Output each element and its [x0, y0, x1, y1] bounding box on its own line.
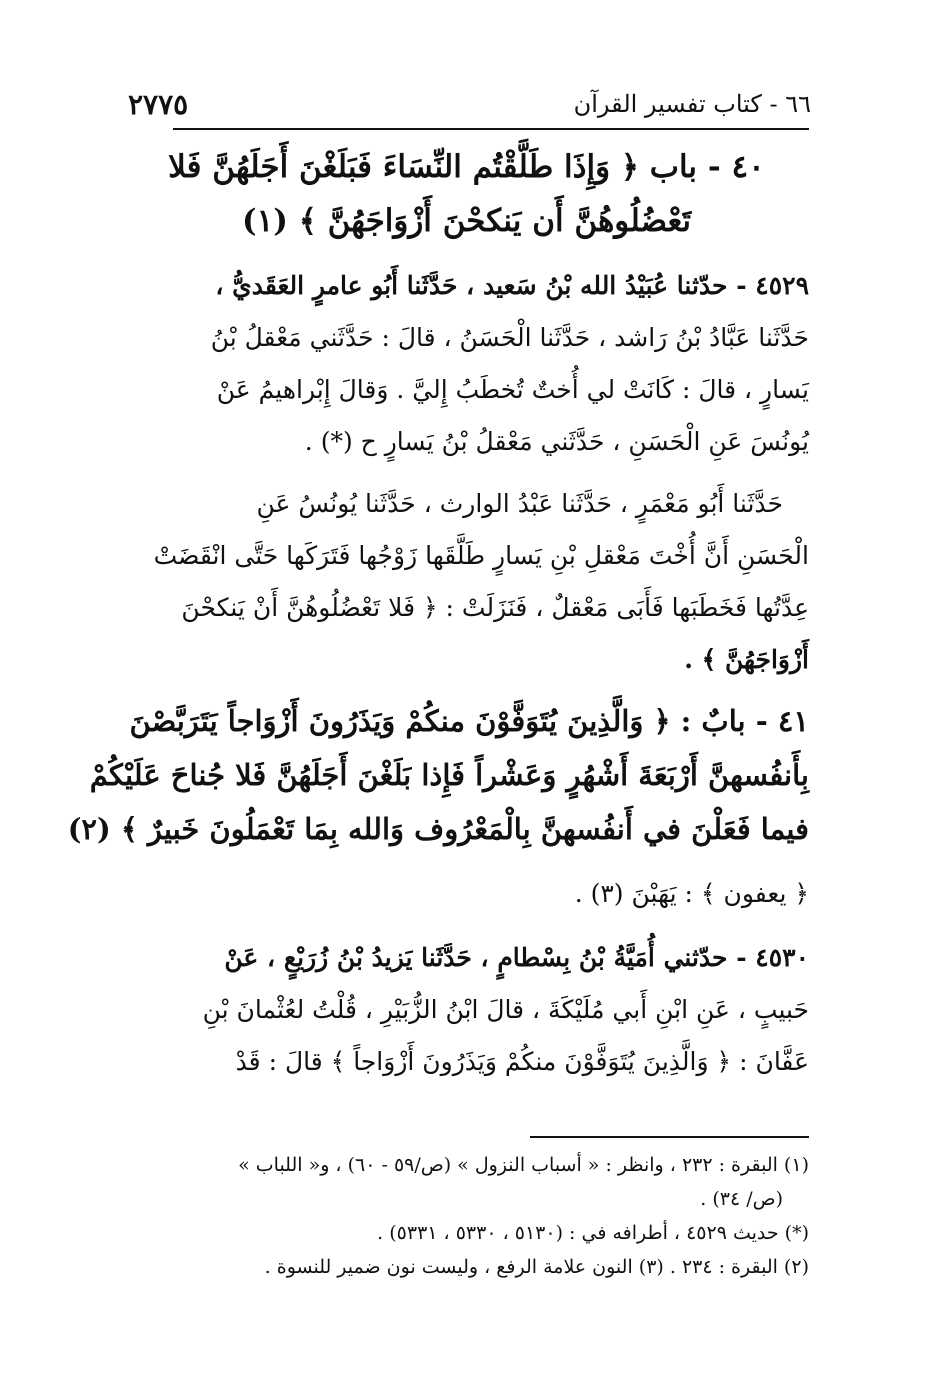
heading-line: بِأَنفُسهنَّ أَرْبَعَةَ أَشْهُرٍ وَعَشْراً فَإِذا بَلَغْنَ أَجَلَهُنَّ فَلا جُناحَ عَلَيْكُمْ: [89, 758, 809, 792]
hadith-line: عَفَّانَ : ﴿ وَالَّذِينَ يُتَوَفَّوْنَ منكُمْ وَيَذَرُونَ أَزْوَاجاً ﴾ قالَ : قَدْ: [235, 1047, 809, 1076]
footnote-1: (١) البقرة : ٢٣٢ ، وانظر : « أسباب النزول » (ص/٥٩ - ٦٠) ، و« اللباب »: [238, 1154, 809, 1176]
hadith-line: الْحَسَنِ أَنَّ أُخْتَ مَعْقلِ بْنِ يَسارٍ طَلَّقَها زَوْجُها فَتَرَكَها حَتَّى انْقَضَتْ: [153, 541, 809, 570]
hadith-line: حَبيبٍ ، عَنِ ابْنِ أَبي مُلَيْكَةَ ، قالَ ابْنُ الزُّبَيْرِ ، قُلْتُ لعُثْمانَ بْنِ: [202, 995, 809, 1024]
hadith-line: حَدَّثَنا أَبُو مَعْمَرٍ ، حَدَّثَنا عَبْدُ الوارث ، حَدَّثَنا يُونُسُ عَنِ: [256, 489, 783, 518]
running-title: ٦٦ - كتاب تفسير القرآن: [573, 90, 811, 118]
chapter-41-heading: [67, 694, 809, 856]
footnotes: [150, 1148, 809, 1284]
footnote-rule: [530, 1136, 809, 1138]
hadith-line: عِدَّتُها فَخَطَبَها فَأَبَى مَعْقلٌ ، فَنَزَلَتْ : ﴿ فَلا تَعْضُلُوهُنَّ أَنْ يَنكحْنَ: [181, 593, 809, 622]
footnote-1-continued: (ص/ ٣٤) .: [700, 1188, 783, 1210]
heading-line: تَعْضُلُوهُنَّ أَن يَنكحْنَ أَزْوَاجَهُنَّ ﴾ (١): [241, 203, 692, 239]
heading-line: ٤١ - بابٌ : ﴿ وَالَّذِينَ يُتَوَفَّوْنَ منكُمْ وَيَذَرُونَ أَزْوَاجاً يَتَرَبَّصْنَ: [129, 704, 809, 738]
heading-line: ٤٠ - باب ﴿ وَإِذَا طَلَّقْتُم النِّسَاءَ فَبَلَغْنَ أَجَلَهُنَّ فَلا: [168, 149, 765, 185]
hadith-line: حَدَّثَنا عَبَّادُ بْنُ رَاشد ، حَدَّثَنا الْحَسَنُ ، قالَ : حَدَّثَني مَعْقلُ بْنُ: [210, 323, 809, 352]
hadith-4530: [124, 932, 809, 1088]
header-rule: [173, 128, 809, 130]
page-body: [67, 138, 809, 1098]
heading-line: فيما فَعَلْنَ في أَنفُسهنَّ بِالْمَعْرُوف وَالله بِمَا تَعْمَلُونَ خَبيرٌ ﴾ (٢): [67, 812, 809, 846]
page-header: [128, 84, 811, 124]
hadith-4529-second-chain: [124, 478, 809, 686]
hadith-line: يَسارٍ ، قالَ : كَانَتْ لي أُختٌ تُخطَبُ إِليَّ . وَقالَ إِبْراهيمُ عَنْ: [216, 375, 809, 404]
hadith-4529: [124, 260, 809, 468]
hadith-line: ٤٥٢٩ - حدّثنا عُبَيْدُ الله بْنُ سَعيد ، حَدَّثَنا أَبُو عامرٍ العَقَديُّ ،: [215, 271, 809, 300]
hadith-line: ٤٥٣٠ - حدّثني أُمَيَّةُ بْنُ بِسْطامٍ ، حَدَّثَنا يَزيدُ بْنُ زُرَيْعٍ ، عَنْ: [224, 943, 809, 972]
hadith-line: يُونُسَ عَنِ الْحَسَنِ ، حَدَّثَني مَعْقلُ بْنُ يَسارٍ ح (*) .: [304, 427, 809, 456]
footnote-star: (*) حديث ٤٥٢٩ ، أطرافه في : (٥١٣٠ ، ٥٣٣٠ ، ٥٣٣١) .: [377, 1222, 809, 1244]
word-gloss: ﴿ يعفون ﴾ : يَهَبْنَ (٣) .: [574, 879, 809, 908]
hadith-line: أَزْوَاجَهُنَّ ﴾ .: [684, 645, 809, 674]
footnote-2-3: (٢) البقرة : ٢٣٤ . (٣) النون علامة الرفع ، وليست نون ضمير للنسوة .: [264, 1256, 809, 1278]
page-number: ٢٧٧٥: [128, 87, 189, 121]
chapter-40-heading: [124, 140, 809, 248]
